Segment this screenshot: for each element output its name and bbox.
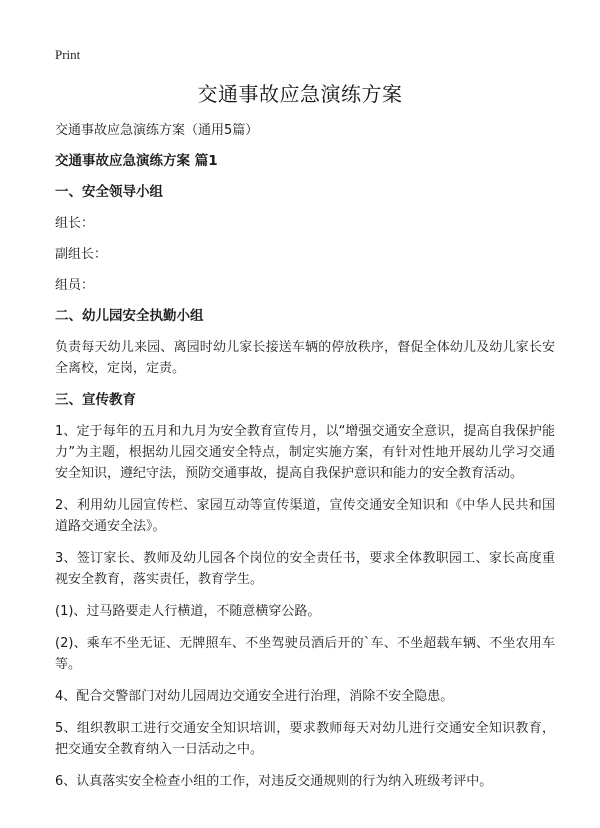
section-heading-leadership: 一、安全领导小组 <box>55 184 163 200</box>
paragraph: 5、组织教职工进行交通安全知识培训，要求教师每天对幼儿进行交通安全知识教育，把交通安全教育纳入一日活动之中。 <box>55 721 555 757</box>
deputy-leader-field: 副组长： <box>55 247 108 262</box>
paragraph: 负责每天幼儿来园、离园时幼儿家长接送车辆的停放秩序，督促全体幼儿及幼儿家长安全离校，定岗，定责。 <box>55 340 555 376</box>
paragraph: 3、签订家长、教师及幼儿园各个岗位的安全责任书，要求全体教职园工、家长高度重视安全教育，落实责任，教育学生。 <box>55 551 555 587</box>
section-heading-publicity: 三、宣传教育 <box>55 392 136 408</box>
paragraph: 2、利用幼儿园宣传栏、家园互动等宣传渠道，宣传交通安全知识和《中华人民共和国道路交通安全法》。 <box>55 498 555 534</box>
paragraph: (1)、过马路要走人行横道，不随意横穿公路。 <box>55 604 321 619</box>
page-title: 交通事故应急演练方案 <box>197 82 403 106</box>
paragraph: 1、定于每年的五月和九月为安全教育宣传月，以“增强交通安全意识，提高自我保护能力”为主题，根据幼儿园交通安全特点，制定实施方案，有针对性地开展幼儿学习交通安全知识，遵纪守法，预防交通事故，提高自我保护意识和能力的安全教育活动。 <box>55 424 555 481</box>
leader-field: 组长： <box>55 216 95 231</box>
document-body <box>55 120 555 803</box>
section-heading-duty-group: 二、幼儿园安全执勤小组 <box>55 308 204 324</box>
document-subtitle: 交通事故应急演练方案（通用5篇） <box>55 123 259 138</box>
paragraph: 6、认真落实安全检查小组的工作，对违反交通规则的行为纳入班级考评中。 <box>55 774 493 789</box>
paragraph: 4、配合交警部门对幼儿园周边交通安全进行治理，消除不安全隐患。 <box>55 689 454 704</box>
members-field: 组员： <box>55 278 95 293</box>
print-label: Print <box>55 47 81 62</box>
article-heading: 交通事故应急演练方案 篇1 <box>55 153 218 169</box>
paragraph: (2)、乘车不坐无证、无牌照车、不坐驾驶员酒后开的`车、不坐超载车辆、不坐农用车等。 <box>55 636 555 672</box>
